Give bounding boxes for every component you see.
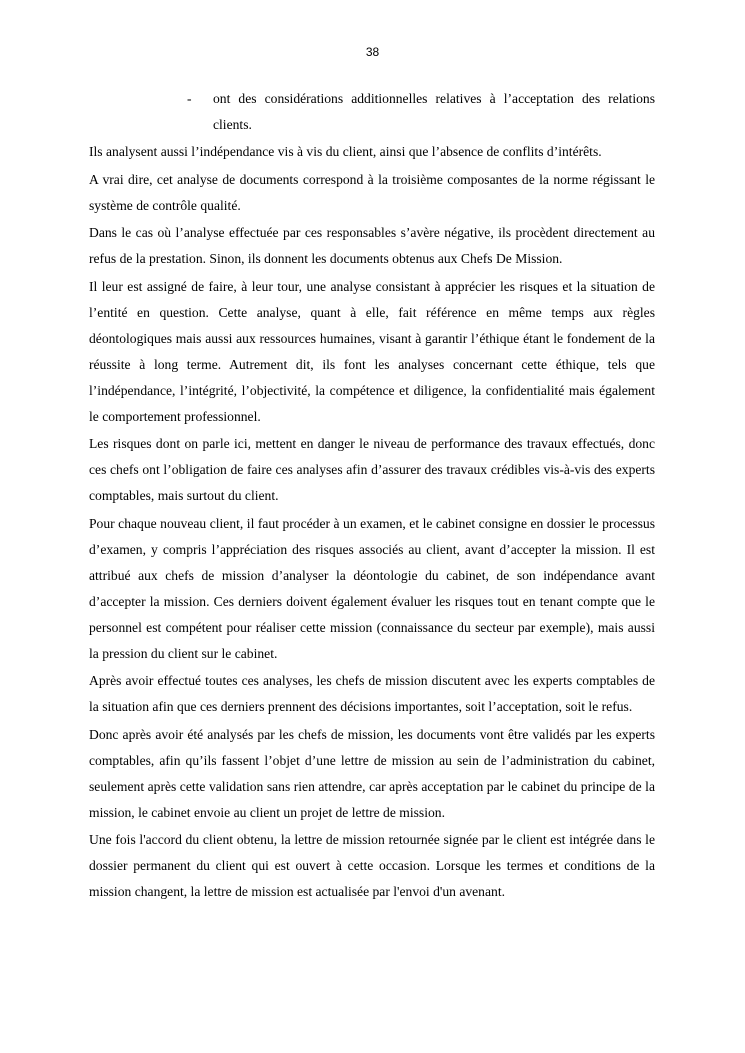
- paragraph-2: A vrai dire, cet analyse de documents correspond à la troisième composantes de la norme régissant le système de contrôle qualité.: [89, 171, 655, 213]
- bullet-dash: -: [187, 91, 192, 106]
- paragraph-8: Donc après avoir été analysés par les chefs de mission, les documents vont être validés par les experts comptables, afin qu’ils fassent l’objet d’une lettre de mission au sein de l’administration du cabinet, seulement après cette validation sans rien attendre, car après acceptation par le cabinet du principe de la mission, le cabinet envoie au client un projet de lettre de mission.: [89, 726, 655, 820]
- paragraph-7: Après avoir effectué toutes ces analyses, les chefs de mission discutent avec les experts comptables de la situation afin que ces derniers prennent des décisions importantes, soit l’acceptation, soit le refus.: [89, 673, 655, 714]
- paragraph-3: Dans le cas où l’analyse effectuée par ces responsables s’avère négative, ils procèdent directement au refus de la prestation. Sinon, ils donnent les documents obtenus aux Chefs De Mission.: [89, 225, 655, 266]
- paragraph-5: Les risques dont on parle ici, mettent en danger le niveau de performance des travaux effectués, donc ces chefs ont l’obligation de faire ces analyses afin d’assurer des travaux crédibles vis-à-vis des experts comptables, mais surtout du client.: [89, 436, 655, 503]
- bullet-text: ont des considérations additionnelles relatives à l’acceptation des relations clients.: [213, 91, 655, 132]
- bullet-item: [89, 86, 655, 138]
- paragraph-6: Pour chaque nouveau client, il faut procéder à un examen, et le cabinet consigne en dossier le processus d’examen, y compris l’appréciation des risques associés au client, avant d’accepter la mission. Il est attribué aux chefs de mission d’analyser la déontologie du cabinet, de son indépendance avant d’accepter la mission. Ces derniers doivent également évaluer les risques tout en tenant compte que le personnel est compétent pour réaliser cette mission (connaissance du secteur par exemple), mais aussi la pression du client sur le cabinet.: [89, 515, 655, 661]
- page-body: [89, 86, 655, 907]
- paragraph-9: Une fois l'accord du client obtenu, la lettre de mission retournée signée par le client est intégrée dans le dossier permanent du client qui est ouvert à cette occasion. Lorsque les termes et conditions de la mission changent, la lettre de mission est actualisée par l'envoi d'un avenant.: [89, 832, 655, 899]
- paragraph-4: Il leur est assigné de faire, à leur tour, une analyse consistant à apprécier les risques et la situation de l’entité en question. Cette analyse, quant à elle, fait référence en même temps aux règles déontologiques mais aussi aux ressources humaines, visant à garantir l’éthique étant le fondement de la réussite à long terme. Autrement dit, ils font les analyses concernant cette éthique, tels que l’indépendance, l’intégrité, l’objectivité, la compétence et diligence, la confidentialité mais également le comportement professionnel.: [89, 278, 655, 424]
- paragraph-1: Ils analysent aussi l’indépendance vis à vis du client, ainsi que l’absence de conflits d’intérêts.: [89, 144, 602, 159]
- page-number: 38: [365, 45, 380, 59]
